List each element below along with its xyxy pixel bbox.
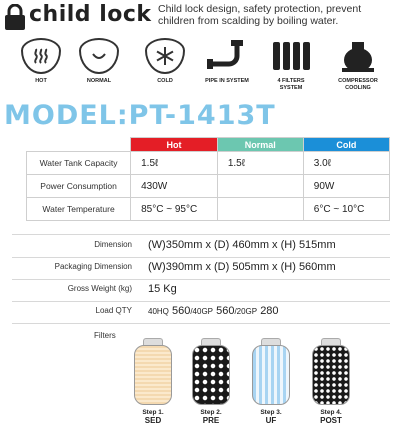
- feature-cold: [140, 38, 190, 85]
- model-name: MODEL:PT-1413T: [4, 100, 276, 131]
- column-hot: Hot: [131, 138, 218, 152]
- load-value: 560: [216, 305, 235, 317]
- feature-filters: [266, 38, 316, 91]
- column-normal: Normal: [217, 138, 303, 152]
- divider: [12, 323, 390, 324]
- row-label: Water Tank Capacity: [27, 152, 131, 175]
- filter-step-3: [250, 338, 292, 425]
- spec-row-weight: [0, 280, 400, 302]
- snowflake-icon: [145, 38, 185, 74]
- feature-label: COLD: [157, 78, 173, 84]
- spec-row-load: [0, 302, 400, 324]
- load-tag: 40HQ: [148, 307, 169, 316]
- spec-value: 15 Kg: [148, 283, 177, 295]
- table-cell: 90W: [303, 175, 389, 198]
- filter-name: POST: [320, 416, 342, 425]
- table-cell: 430W: [131, 175, 218, 198]
- row-label: Power Consumption: [27, 175, 131, 198]
- filter-name: UF: [265, 416, 277, 425]
- filter-name: PRE: [202, 416, 220, 425]
- hot-steam-icon: [21, 38, 61, 74]
- feature-compressor: [330, 38, 386, 91]
- table-cell: [217, 198, 303, 221]
- child-lock-title: child lock: [29, 2, 152, 27]
- spec-row-packaging: [0, 258, 400, 280]
- row-label: Water Temperature: [27, 198, 131, 221]
- column-cold: Cold: [303, 138, 389, 152]
- child-lock-description: Child lock design, safety protection, prevent children from scalding by boiling water.: [158, 3, 362, 27]
- filter-step: Step 4.: [320, 409, 342, 416]
- spec-label: Load QTY: [95, 306, 132, 315]
- table-cell: 85°C ~ 95°C: [131, 198, 218, 221]
- spec-value: (W)390mm x (D) 505mm x (H) 560mm: [148, 261, 336, 273]
- feature-hot: [16, 38, 66, 85]
- uf-filter-icon: [252, 345, 290, 405]
- load-value: 280: [260, 305, 279, 317]
- normal-drop-icon: [79, 38, 119, 74]
- filter-step: Step 2.: [200, 409, 222, 416]
- feature-label: PIPE IN SYSTEM: [205, 78, 249, 84]
- filter-step-4: [310, 338, 352, 425]
- load-tag: /40GP: [190, 307, 214, 316]
- table-cell: [217, 175, 303, 198]
- table-row: [27, 198, 390, 221]
- table-row: [27, 175, 390, 198]
- filter-name: SED: [144, 416, 162, 425]
- filters-label: Filters: [94, 331, 116, 340]
- spec-row-dimension: [0, 236, 400, 258]
- table-cell: 3.0ℓ: [303, 152, 389, 175]
- pipe-in-system-icon: [205, 38, 249, 74]
- feature-label: NORMAL: [86, 78, 112, 84]
- sed-filter-icon: [134, 345, 172, 405]
- table-cell: 6°C ~ 10°C: [303, 198, 389, 221]
- spec-value: [148, 305, 279, 317]
- pre-filter-icon: [192, 345, 230, 405]
- feature-label: COMPRESSOR COOLING: [338, 78, 378, 91]
- filter-step-1: [132, 338, 174, 425]
- filters-icon: [269, 38, 313, 74]
- filter-step-2: [190, 338, 232, 425]
- divider: [12, 234, 390, 235]
- feature-pipe-in: [202, 38, 252, 85]
- spec-label: Packaging Dimension: [54, 262, 132, 271]
- spec-label: Dimension: [94, 240, 132, 249]
- post-filter-icon: [312, 345, 350, 405]
- filter-step: Step 3.: [260, 409, 282, 416]
- filter-step: Step 1.: [142, 409, 164, 416]
- feature-normal: [74, 38, 124, 85]
- load-value: 560: [171, 305, 191, 317]
- table-cell: 1.5ℓ: [217, 152, 303, 175]
- compressor-icon: [336, 38, 380, 74]
- feature-label: HOT: [35, 78, 47, 84]
- table-cell: 1.5ℓ: [131, 152, 218, 175]
- padlock-icon: [4, 4, 26, 30]
- table-header-row: [27, 138, 390, 152]
- spec-table: [26, 137, 390, 221]
- spec-label: Gross Weight (kg): [67, 284, 132, 293]
- table-row: [27, 152, 390, 175]
- spec-value: (W)350mm x (D) 460mm x (H) 515mm: [148, 239, 336, 251]
- load-tag: /20GP: [234, 307, 258, 316]
- feature-label: 4 FILTERS SYSTEM: [277, 78, 305, 91]
